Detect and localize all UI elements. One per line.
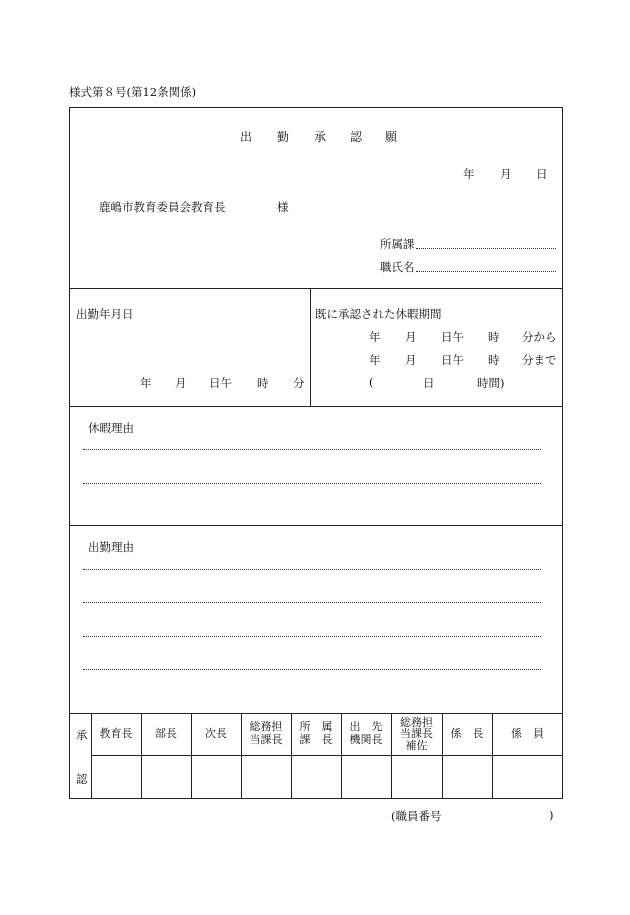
title-char-2: 勤 [277,130,290,144]
seal-box-6[interactable] [342,756,390,798]
work-reason-label: 出勤理由 [88,540,134,554]
employee-number-label: (職員番号 [391,809,442,823]
leave-to-minute: 分まで [522,353,557,367]
work-reason-line-2[interactable] [83,602,541,603]
leave-from-minute: 分から [522,330,557,344]
title-char-4: 認 [350,130,363,144]
date-month: 月 [500,167,512,181]
leave-to-year: 年 [369,353,381,367]
work-date-minute: 分 [293,376,305,390]
leave-from-day-ampm: 日午 [441,330,464,344]
approval-header-chief: 係 長 [450,726,484,740]
approval-header-deputy-director: 次長 [205,726,227,740]
work-date-hour: 時 [257,376,269,390]
leave-reason-line-1[interactable] [83,449,541,450]
leave-from-year: 年 [369,330,381,344]
leave-reason-line-2[interactable] [83,483,541,484]
addressee-name: 鹿嶋市教育委員会教育長 [99,200,226,214]
leave-reason-label: 休暇理由 [88,421,134,435]
department-field-line[interactable] [416,248,556,249]
approval-header-branch-office-head: 出 先 機関長 [349,720,383,746]
addressee-honorific: 様 [277,200,289,214]
approval-header-staff: 係 員 [511,726,544,740]
approval-header-education-superintendent: 教育長 [99,726,133,740]
seal-box-3[interactable] [192,756,240,798]
leave-total-day: 日 [423,376,435,390]
leave-to-month: 月 [405,353,417,367]
department-label: 所属課 [380,237,415,251]
title-char-5: 願 [385,130,398,144]
name-field-line[interactable] [416,271,556,272]
work-reason-line-1[interactable] [83,569,541,570]
approval-header-department-director: 部長 [155,726,177,740]
seal-box-5[interactable] [292,756,340,798]
divider-leave-reason-bottom [69,525,563,526]
work-reason-line-3[interactable] [83,636,541,637]
approval-side-char-1: 承 [76,728,88,742]
seal-box-7[interactable] [392,756,441,798]
seal-box-2[interactable] [142,756,190,798]
leave-from-month: 月 [405,330,417,344]
work-date-day-ampm: 日午 [209,376,232,390]
form-number: 様式第８号(第12条関係) [69,85,197,99]
seal-box-1[interactable] [92,756,140,798]
title-char-1: 出 [240,130,253,144]
work-reason-line-4[interactable] [83,669,541,670]
work-date-year: 年 [140,376,152,390]
divider-dates-middle [310,288,311,406]
name-label: 職氏名 [380,260,415,274]
employee-number-close: ) [549,808,554,822]
seal-box-9[interactable] [493,756,562,798]
leave-total-hours: 時間) [477,376,505,390]
seal-box-4[interactable] [242,756,290,798]
leave-to-day-ampm: 日午 [441,353,464,367]
leave-from-hour: 時 [488,330,500,344]
divider-header-bottom [69,288,563,289]
approval-header-general-affairs-manager: 総務担 当課長 [249,720,283,746]
date-year: 年 [463,167,475,181]
date-day: 日 [536,167,548,181]
approved-leave-label: 既に承認された休暇期間 [315,307,442,321]
title-char-3: 承 [314,130,327,144]
approval-header-general-affairs-assistant-manager: 総務担 当課長 補佐 [400,715,433,752]
divider-dates-bottom [69,406,563,407]
leave-to-hour: 時 [488,353,500,367]
approval-header-section-manager: 所 属 課 長 [299,720,333,746]
work-date-label: 出勤年月日 [76,307,134,321]
leave-total-open: ( [369,375,374,389]
seal-box-8[interactable] [443,756,491,798]
work-date-month: 月 [175,376,187,390]
approval-side-char-2: 認 [76,772,88,786]
